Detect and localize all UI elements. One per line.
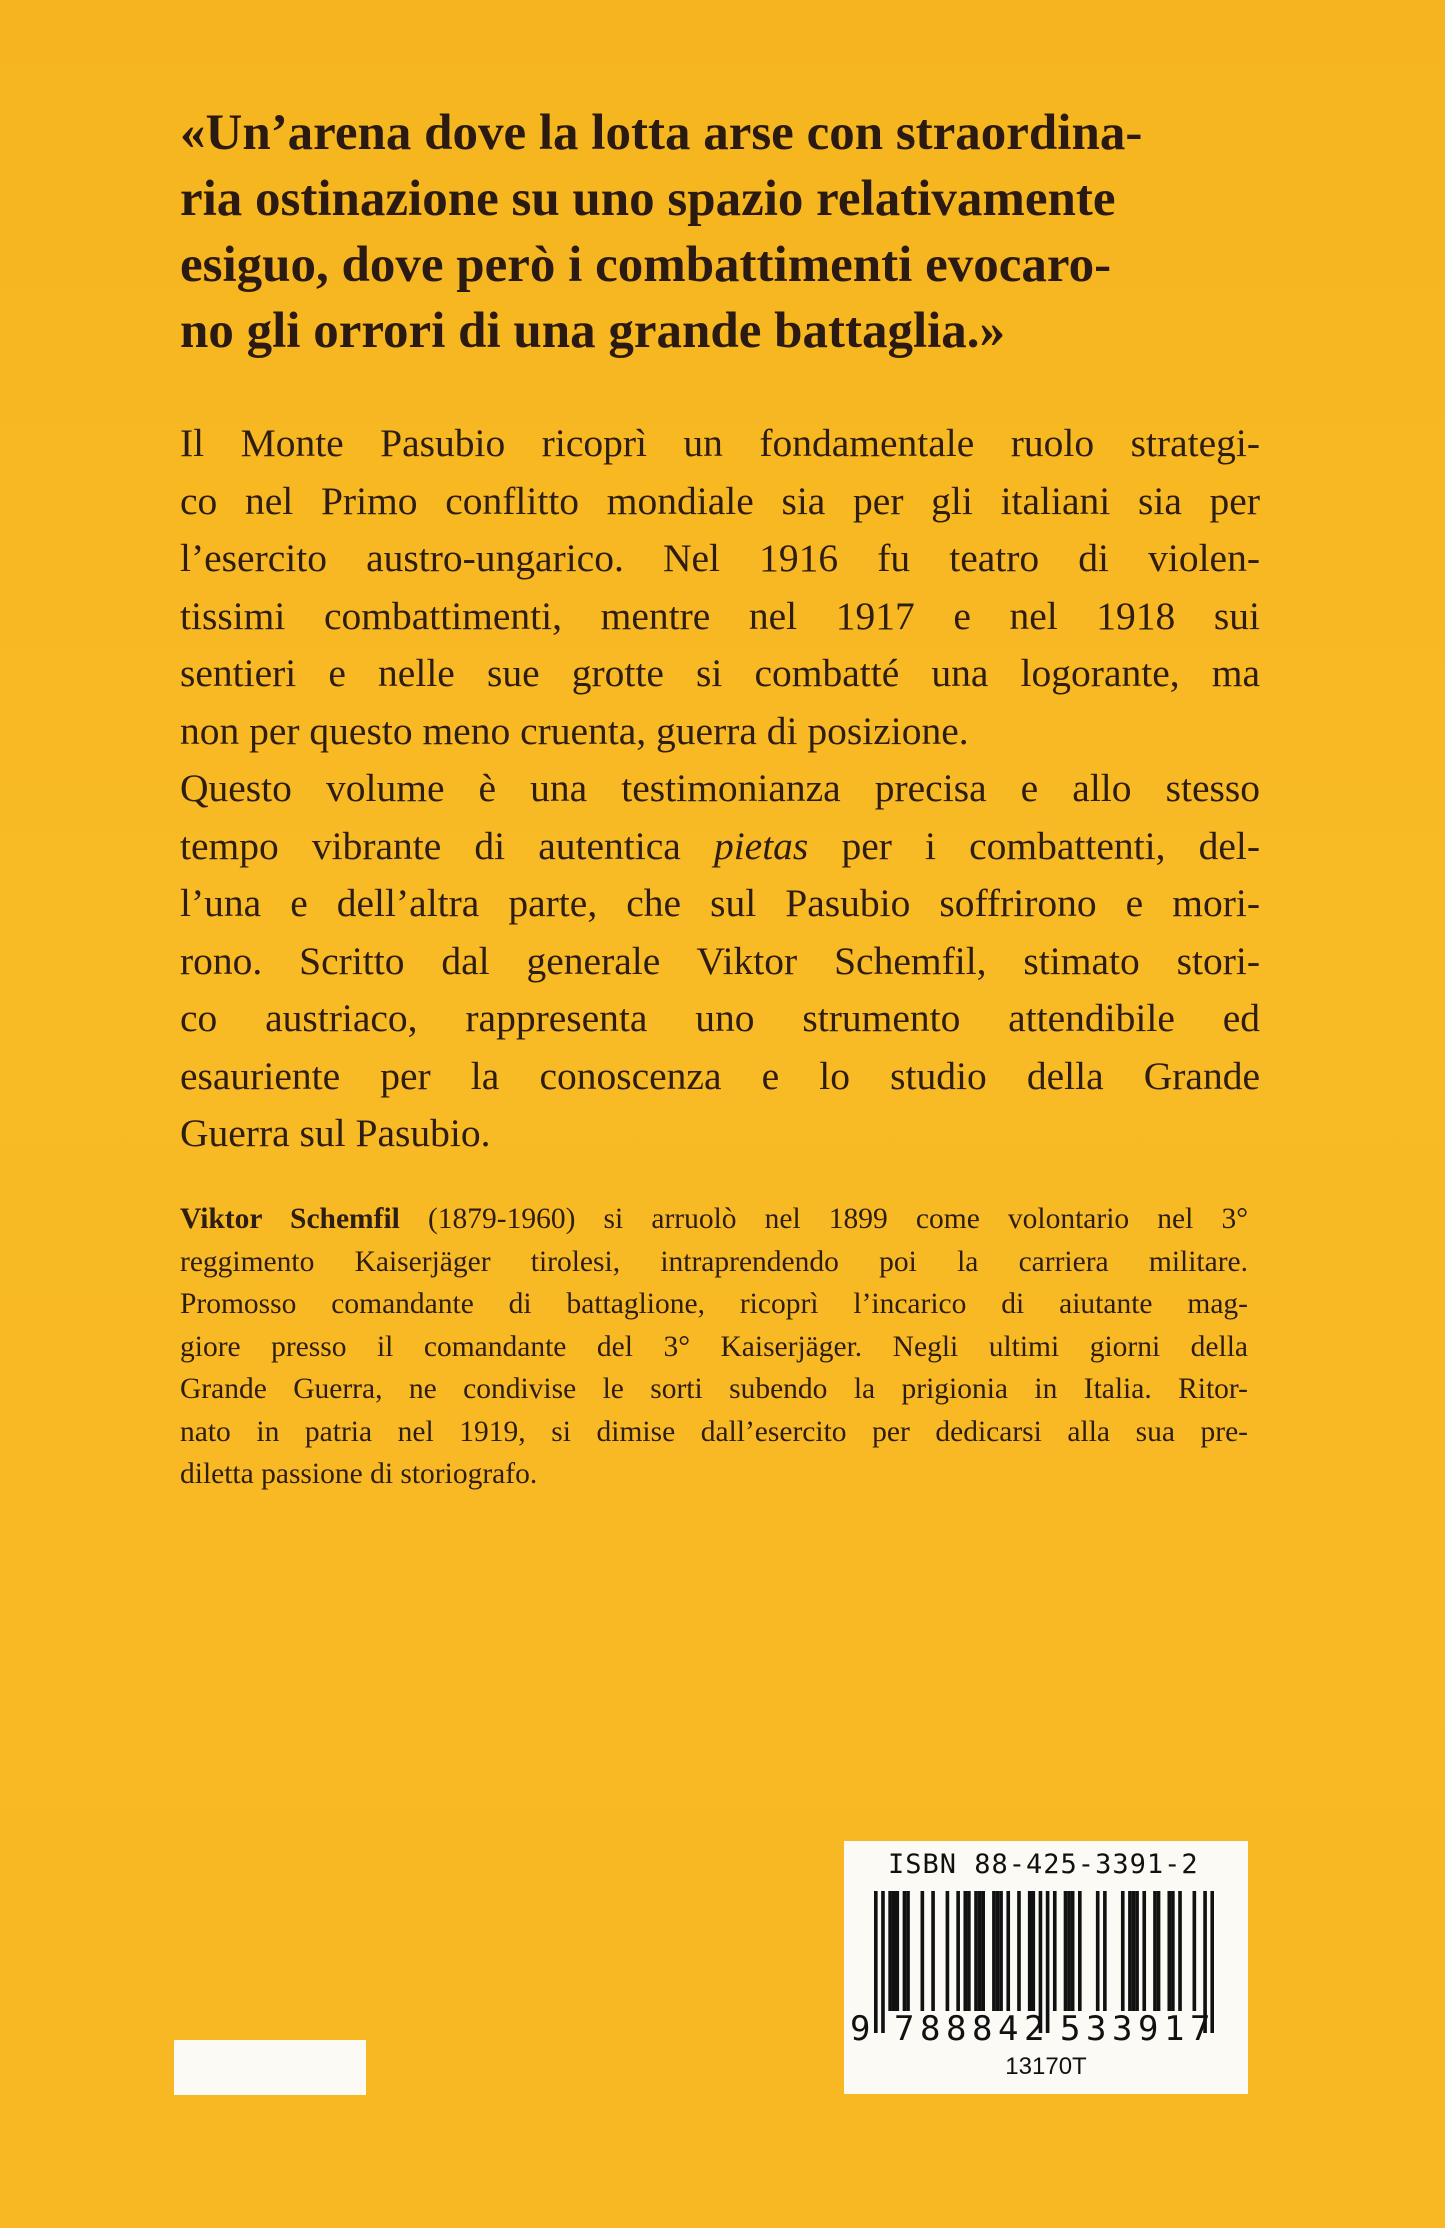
description-line: sentieri e nelle sue grotte si combatté una logorante, ma	[180, 651, 1260, 695]
ean-digit: 4	[998, 2009, 1019, 2049]
description-line: esauriente per la conoscenza e lo studio della Grande	[180, 1053, 1260, 1098]
barcode-bar	[956, 1891, 960, 2011]
barcode-bar	[1006, 1891, 1010, 2011]
barcode-bar	[1064, 1891, 1068, 2011]
bio-line: nato in patria nel 1919, si dimise dall’esercito per dedicarsi alla sua pre-	[180, 1415, 1248, 1448]
ean-digit: 5	[1060, 2009, 1081, 2049]
barcode-label	[844, 1841, 1248, 2094]
barcode-bar	[1053, 1891, 1057, 2011]
barcode-bar	[946, 1891, 950, 2011]
barcode-bar	[903, 1891, 907, 2011]
barcode-bar	[1031, 1891, 1035, 2011]
description-line: co austriaco, rappresenta uno strumento attendibile ed	[180, 996, 1260, 1040]
barcode-bar	[999, 1891, 1003, 2011]
book-description	[180, 415, 1260, 1163]
quote-line: no gli orrori di una grande battaglia.»	[180, 303, 1006, 359]
ean-digit: 2	[1024, 2009, 1045, 2049]
description-line: non per questo meno cruenta, guerra di posizione.	[180, 708, 969, 753]
barcode-bar	[1178, 1891, 1182, 2011]
ean-digit: 1	[1164, 2009, 1185, 2049]
quote-line: «Un’arena dove la lotta arse con straordina-	[180, 105, 1143, 161]
bio-line: reggimento Kaiserjäger tirolesi, intraprendendo poi la carriera militare.	[180, 1245, 1248, 1278]
barcode-bar	[1132, 1891, 1136, 2011]
quote-line: ria ostinazione su uno spazio relativamente	[180, 171, 1116, 227]
bio-line	[180, 1198, 1248, 1241]
barcode-bar	[1028, 1891, 1032, 2011]
ean-digit: 3	[1112, 2009, 1133, 2049]
bio-line: giore presso il comandante del 3° Kaiserjäger. Negli ultimi giorni della	[180, 1330, 1248, 1363]
ean-digit: 3	[1086, 2009, 1107, 2049]
barcode-bar	[974, 1891, 978, 2011]
description-fragment: per i combattenti, del-	[808, 823, 1260, 868]
description-line: Questo volume è una testimonianza precisa e allo stesso	[180, 766, 1260, 810]
barcode-bar	[1121, 1891, 1125, 2011]
barcode-bar	[1067, 1891, 1071, 2011]
barcode-bar	[1128, 1891, 1132, 2011]
description-line: co nel Primo conflitto mondiale sia per gli italiani sia per	[180, 478, 1260, 523]
ean-digit: 8	[972, 2009, 993, 2049]
barcode-bar	[1153, 1891, 1157, 2011]
ean-digit: 8	[920, 2009, 941, 2049]
author-name: Viktor Schemfil	[180, 1203, 400, 1235]
pull-quote	[180, 100, 1260, 364]
pietas-italic: pietas	[713, 823, 809, 868]
barcode-bar	[1078, 1891, 1082, 2011]
barcode-bar	[1157, 1891, 1161, 2011]
barcode-bar	[1071, 1891, 1075, 2011]
bio-line: diletta passione di storiografo.	[180, 1458, 538, 1490]
product-code: 13170T	[1005, 2053, 1087, 2080]
barcode-bar	[1171, 1891, 1175, 2011]
ean-digit: 9	[850, 2009, 871, 2049]
barcode-bar	[1142, 1891, 1146, 2011]
description-line: l’esercito austro-ungarico. Nel 1916 fu teatro di violen-	[180, 536, 1260, 580]
barcode-bar	[892, 1891, 896, 2011]
description-line: tissimi combattimenti, mentre nel 1917 e nel 1918 sui	[180, 593, 1260, 638]
quote-line: esiguo, dove però i combattimenti evocaro-	[180, 237, 1112, 293]
barcode-bar	[963, 1891, 967, 2011]
ean-digit: 7	[894, 2009, 915, 2049]
barcode-bar	[1193, 1891, 1197, 2011]
ean-digit: 7	[1190, 2009, 1211, 2049]
barcode-bar	[967, 1891, 971, 2011]
barcode-bar	[1096, 1891, 1100, 2011]
barcode-bar	[978, 1891, 982, 2011]
barcode-bar	[895, 1891, 899, 2011]
bio-line: Promosso comandante di battaglione, ricoprì l’incarico di aiutante mag-	[180, 1288, 1248, 1320]
barcode-bar	[996, 1891, 1000, 2011]
description-line: rono. Scritto dal generale Viktor Schemfil, stimato stori-	[180, 938, 1260, 983]
price-label-blank	[174, 2040, 366, 2095]
description-line	[180, 818, 1260, 876]
ean-digit: 8	[946, 2009, 967, 2049]
description-line: l’una e dell’altra parte, che sul Pasubio soffrirono e mori-	[180, 881, 1260, 925]
barcode-bar	[1103, 1891, 1107, 2011]
barcode-bar	[981, 1891, 985, 2011]
ean-digits	[850, 2009, 1230, 2053]
description-line: Il Monte Pasubio ricoprì un fondamentale ruolo strategi-	[180, 421, 1260, 465]
description-fragment: tempo vibrante di autentica	[180, 823, 714, 868]
barcode-bar	[931, 1891, 935, 2011]
barcode-bar	[1167, 1891, 1171, 2011]
author-bio	[180, 1198, 1248, 1496]
barcode-bar	[906, 1891, 910, 2011]
bio-fragment: (1879-1960) si arruolò nel 1899 come volontario nel 3°	[399, 1203, 1248, 1235]
barcode-bar	[921, 1891, 925, 2011]
barcode-bar	[992, 1891, 996, 2011]
description-line: Guerra sul Pasubio.	[180, 1111, 491, 1155]
barcode-bar	[888, 1891, 892, 2011]
barcode-bar	[1017, 1891, 1021, 2011]
bio-line: Grande Guerra, ne condivise le sorti subendo la prigionia in Italia. Ritor-	[180, 1373, 1248, 1405]
barcode-bar	[1135, 1891, 1139, 2011]
ean-digit: 9	[1138, 2009, 1159, 2049]
isbn-number: ISBN 88-425-3391-2	[888, 1849, 1199, 1880]
